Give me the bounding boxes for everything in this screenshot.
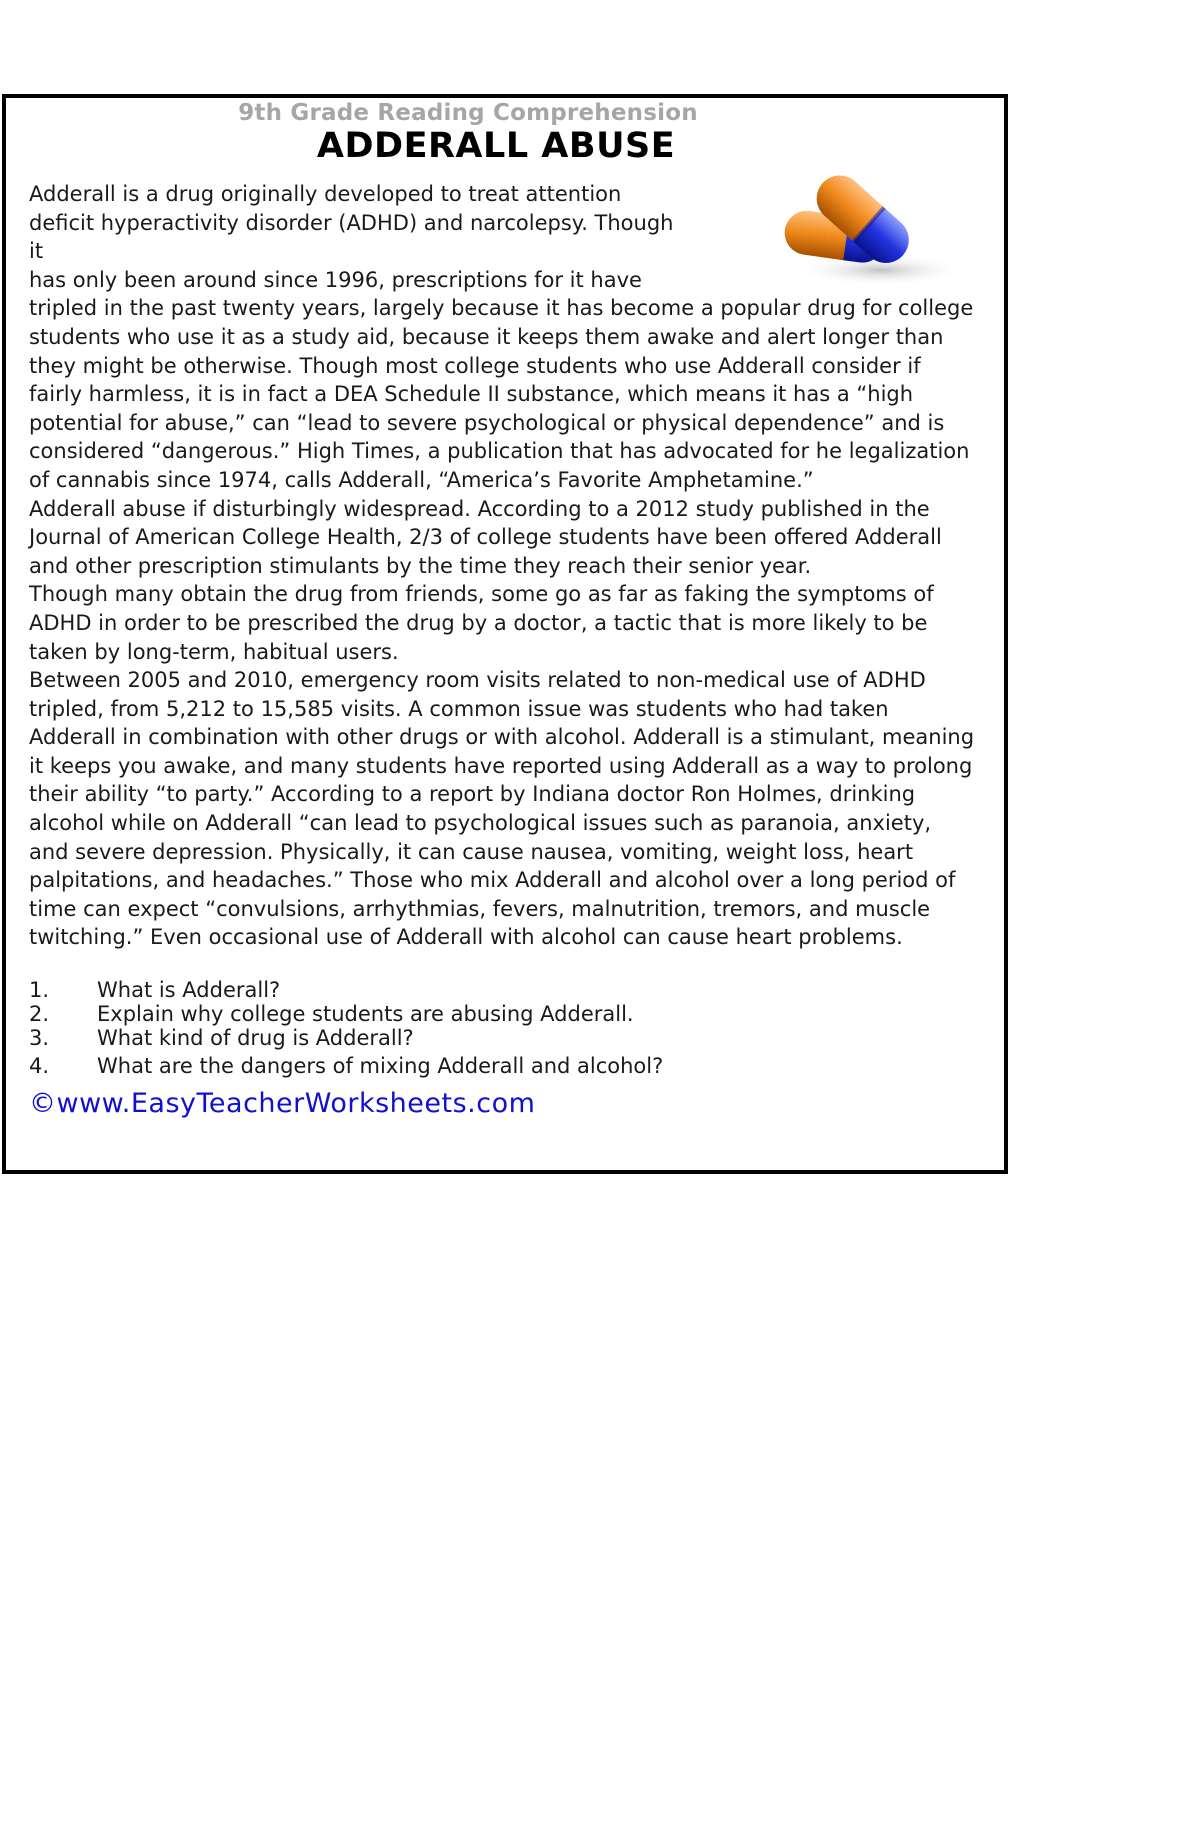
article-line: tripled, from 5,212 to 15,585 visits. A common issue was students who had taken [29, 696, 889, 721]
article-line: and severe depression. Physically, it can cause nausea, vomiting, weight loss, heart [29, 839, 914, 864]
article-line: students who use it as a study aid, because it keeps them awake and alert longer than [29, 324, 944, 349]
article-line: it [29, 239, 44, 264]
question-number: 3. [29, 1026, 50, 1050]
article-line: and other prescription stimulants by the time they reach their senior year. [29, 553, 812, 578]
article-line: has only been around since 1996, prescriptions for it have [29, 267, 642, 292]
article-line: Between 2005 and 2010, emergency room visits related to non-medical use of ADHD [29, 668, 926, 693]
article-line: Adderall in combination with other drugs or with alcohol. Adderall is a stimulant, meaning [29, 725, 975, 750]
article-line: taken by long-term, habitual users. [29, 639, 399, 664]
article-line: deficit hyperactivity disorder (ADHD) and narcolepsy. Though [29, 210, 674, 235]
question-text: What kind of drug is Adderall? [97, 1026, 414, 1050]
article-line: they might be otherwise. Though most college students who use Adderall consider if [29, 353, 921, 378]
article-line: fairly harmless, it is in fact a DEA Schedule II substance, which means it has a “high [29, 382, 914, 407]
question-text: What are the dangers of mixing Adderall and alcohol? [97, 1054, 664, 1078]
question-item [29, 1002, 634, 1026]
question-item [29, 1026, 414, 1050]
article-line: their ability “to party.” According to a report by Indiana doctor Ron Holmes, drinking [29, 782, 916, 807]
question-number: 1. [29, 978, 50, 1002]
article-line: of cannabis since 1974, calls Adderall, “America’s Favorite Amphetamine.” [29, 467, 814, 492]
article-body [29, 180, 1014, 952]
article-line: Though many obtain the drug from friends, some go as far as faking the symptoms of [29, 582, 934, 607]
worksheet-subtitle: 9th Grade Reading Comprehension [238, 100, 698, 126]
question-text: Explain why college students are abusing Adderall. [97, 1002, 634, 1026]
article-line: potential for abuse,” can “lead to severe psychological or physical dependence” and is [29, 410, 945, 435]
article-line: twitching.” Even occasional use of Adderall with alcohol can cause heart problems. [29, 925, 903, 950]
question-item [29, 1054, 663, 1078]
question-item [29, 978, 280, 1002]
article-line: time can expect “convulsions, arrhythmias, fevers, malnutrition, tremors, and muscle [29, 896, 931, 921]
worksheet-frame [2, 94, 1008, 1174]
article-line: considered “dangerous.” High Times, a publication that has advocated for he legalization [29, 439, 970, 464]
copyright-credit: ©www.EasyTeacherWorksheets.com [29, 1088, 536, 1119]
question-number: 2. [29, 1002, 50, 1026]
article-line: Journal of American College Health, 2/3 of college students have been offered Adderall [29, 525, 942, 550]
article-line: alcohol while on Adderall “can lead to psychological issues such as paranoia, anxiety, [29, 811, 932, 836]
article-line: Adderall abuse if disturbingly widespread. According to a 2012 study published in the [29, 496, 930, 521]
question-text: What is Adderall? [97, 978, 281, 1002]
article-line: palpitations, and headaches.” Those who mix Adderall and alcohol over a long period of [29, 868, 956, 893]
article-line: tripled in the past twenty years, largely because it has become a popular drug for college [29, 296, 974, 321]
question-number: 4. [29, 1054, 50, 1078]
article-line: it keeps you awake, and many students have reported using Adderall as a way to prolong [29, 753, 973, 778]
article-line: Adderall is a drug originally developed to treat attention [29, 182, 622, 206]
article-line: ADHD in order to be prescribed the drug by a doctor, a tactic that is more likely to be [29, 610, 928, 635]
worksheet-title: ADDERALL ABUSE [316, 126, 676, 166]
